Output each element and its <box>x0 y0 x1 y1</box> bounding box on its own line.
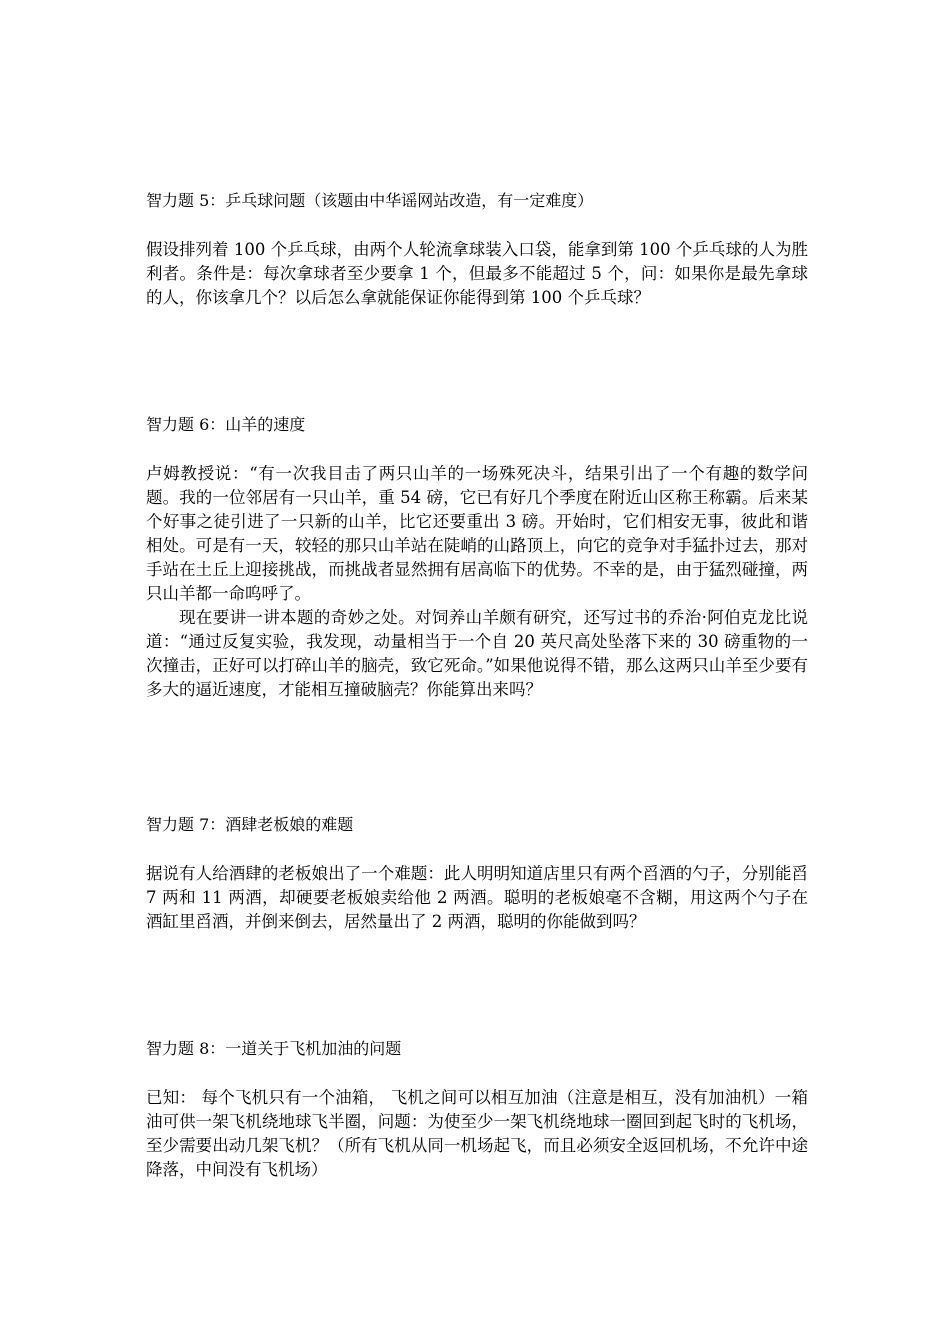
puzzle-5-title: 智力题 5：乒乓球问题（该题由中华谣网站改造，有一定难度） <box>146 191 594 210</box>
puzzle-8-title: 智力题 8：一道关于飞机加油的问题 <box>146 1039 402 1058</box>
puzzle-8-section <box>146 1036 808 1182</box>
puzzle-7-title: 智力题 7：酒肆老板娘的难题 <box>146 815 354 834</box>
puzzle-8-body: 已知： 每个飞机只有一个油箱， 飞机之间可以相互加油（注意是相互，没有加油机）一箱油可供一架飞机绕地球飞半圈，问题：为使至少一架飞机绕地球一圈回到起飞时的飞机场，至少需要出动几架飞机？（所有飞机从同一机场起飞，而且必须安全返回机场，不允许中途降落，中间没有飞机场） <box>146 1088 808 1179</box>
puzzle-6-section <box>146 412 808 702</box>
puzzle-7-body: 据说有人给酒肆的老板娘出了一个难题：此人明明知道店里只有两个舀酒的勺子，分别能舀 7 两和 11 两酒，却硬要老板娘卖给他 2 两酒。聪明的老板娘毫不含糊，用这两个勺子在酒缸里舀酒，并倒来倒去，居然量出了 2 两酒，聪明的你能做到吗？ <box>146 864 808 931</box>
puzzle-6-body-2: 现在要讲一讲本题的奇妙之处。对饲养山羊颇有研究，还写过书的乔治·阿伯克龙比说道：“通过反复实验，我发现，动量相当于一个自 20 英尺高处坠落下来的 30 磅重物的一次撞击，正好可以打碎山羊的脑壳，致它死命。”如果他说得不错，那么这两只山羊至少要有多大的逼近速度，才能相互撞破脑壳？你能算出来吗？ <box>146 608 808 699</box>
puzzle-6-body-1: 卢姆教授说：“有一次我目击了两只山羊的一场殊死决斗，结果引出了一个有趣的数学问题。我的一位邻居有一只山羊，重 54 磅，它已有好几个季度在附近山区称王称霸。后来某个好事之徒引进了一只新的山羊，比它还要重出 3 磅。开始时，它们相安无事，彼此和谐相处。可是有一天，较轻的那只山羊站在陡峭的山路顶上，向它的竞争对手猛扑过去，那对手站在土丘上迎接挑战，而挑战者显然拥有居高临下的优势。不幸的是，由于猛烈碰撞，两只山羊都一命呜呼了。 <box>146 464 808 603</box>
puzzle-7-section <box>146 812 808 934</box>
puzzle-6-title: 智力题 6：山羊的速度 <box>146 415 306 434</box>
puzzle-5-body: 假设排列着 100 个乒乓球，由两个人轮流拿球装入口袋，能拿到第 100 个乒乓球的人为胜利者。条件是：每次拿球者至少要拿 1 个，但最多不能超过 5 个，问：如果你是最先拿球的人，你该拿几个？以后怎么拿就能保证你能得到第 100 个乒乓球？ <box>146 240 808 307</box>
puzzle-5-section <box>146 188 808 310</box>
